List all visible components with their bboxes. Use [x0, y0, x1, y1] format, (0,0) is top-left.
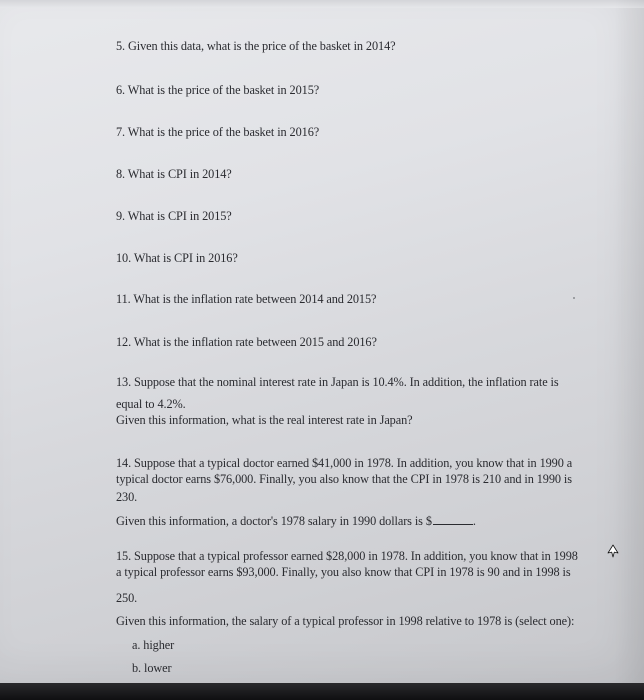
question-15-line-1: 15. Suppose that a typical professor earned $28,000 in 1978. In addition, you know that in 1998 — [116, 549, 578, 563]
question-15-line-2: a typical professor earns $93,000. Finally, you also know that CPI in 1978 is 90 and in 1998 is — [116, 565, 571, 579]
question-11: 11. What is the inflation rate between 2014 and 2015? — [116, 292, 377, 306]
question-14-line-3: 230. — [116, 490, 138, 504]
page-top-edge — [0, 0, 644, 8]
question-5: 5. Given this data, what is the price of the basket in 2014? — [116, 39, 396, 53]
question-14-period: . — [472, 514, 476, 528]
question-6: 6. What is the price of the basket in 2015? — [116, 83, 320, 97]
cursor-arrow-icon — [606, 544, 620, 558]
question-14-line-4 — [116, 514, 476, 528]
question-13-line-2: equal to 4.2%. — [116, 397, 186, 411]
question-10: 10. What is CPI in 2016? — [116, 251, 238, 265]
question-8: 8. What is CPI in 2014? — [116, 167, 232, 181]
question-14-line-1: 14. Suppose that a typical doctor earned $41,000 in 1978. In addition, you know that in 1990 a — [116, 456, 573, 470]
question-13-line-1: 13. Suppose that the nominal interest rate in Japan is 10.4%. In addition, the inflation rate is — [116, 375, 559, 389]
answer-blank — [433, 524, 473, 525]
question-14-line-2: typical doctor earns $76,000. Finally, you also know that the CPI in 1978 is 210 and in 1990 is — [116, 472, 572, 486]
paper-speck — [573, 297, 575, 299]
question-14-prompt: Given this information, a doctor's 1978 salary in 1990 dollars is $ — [116, 514, 432, 528]
question-7: 7. What is the price of the basket in 2016? — [116, 125, 320, 139]
question-12: 12. What is the inflation rate between 2015 and 2016? — [116, 335, 377, 349]
question-13-line-3: Given this information, what is the real interest rate in Japan? — [116, 413, 413, 427]
question-9: 9. What is CPI in 2015? — [116, 209, 232, 223]
question-15-line-4: Given this information, the salary of a typical professor in 1998 relative to 1978 is (select one): — [116, 614, 575, 628]
question-15-option-a: a. higher — [132, 638, 175, 652]
question-15-line-3: 250. — [116, 591, 138, 605]
dark-background-strip — [0, 683, 644, 700]
question-15-option-b: b. lower — [132, 661, 172, 675]
